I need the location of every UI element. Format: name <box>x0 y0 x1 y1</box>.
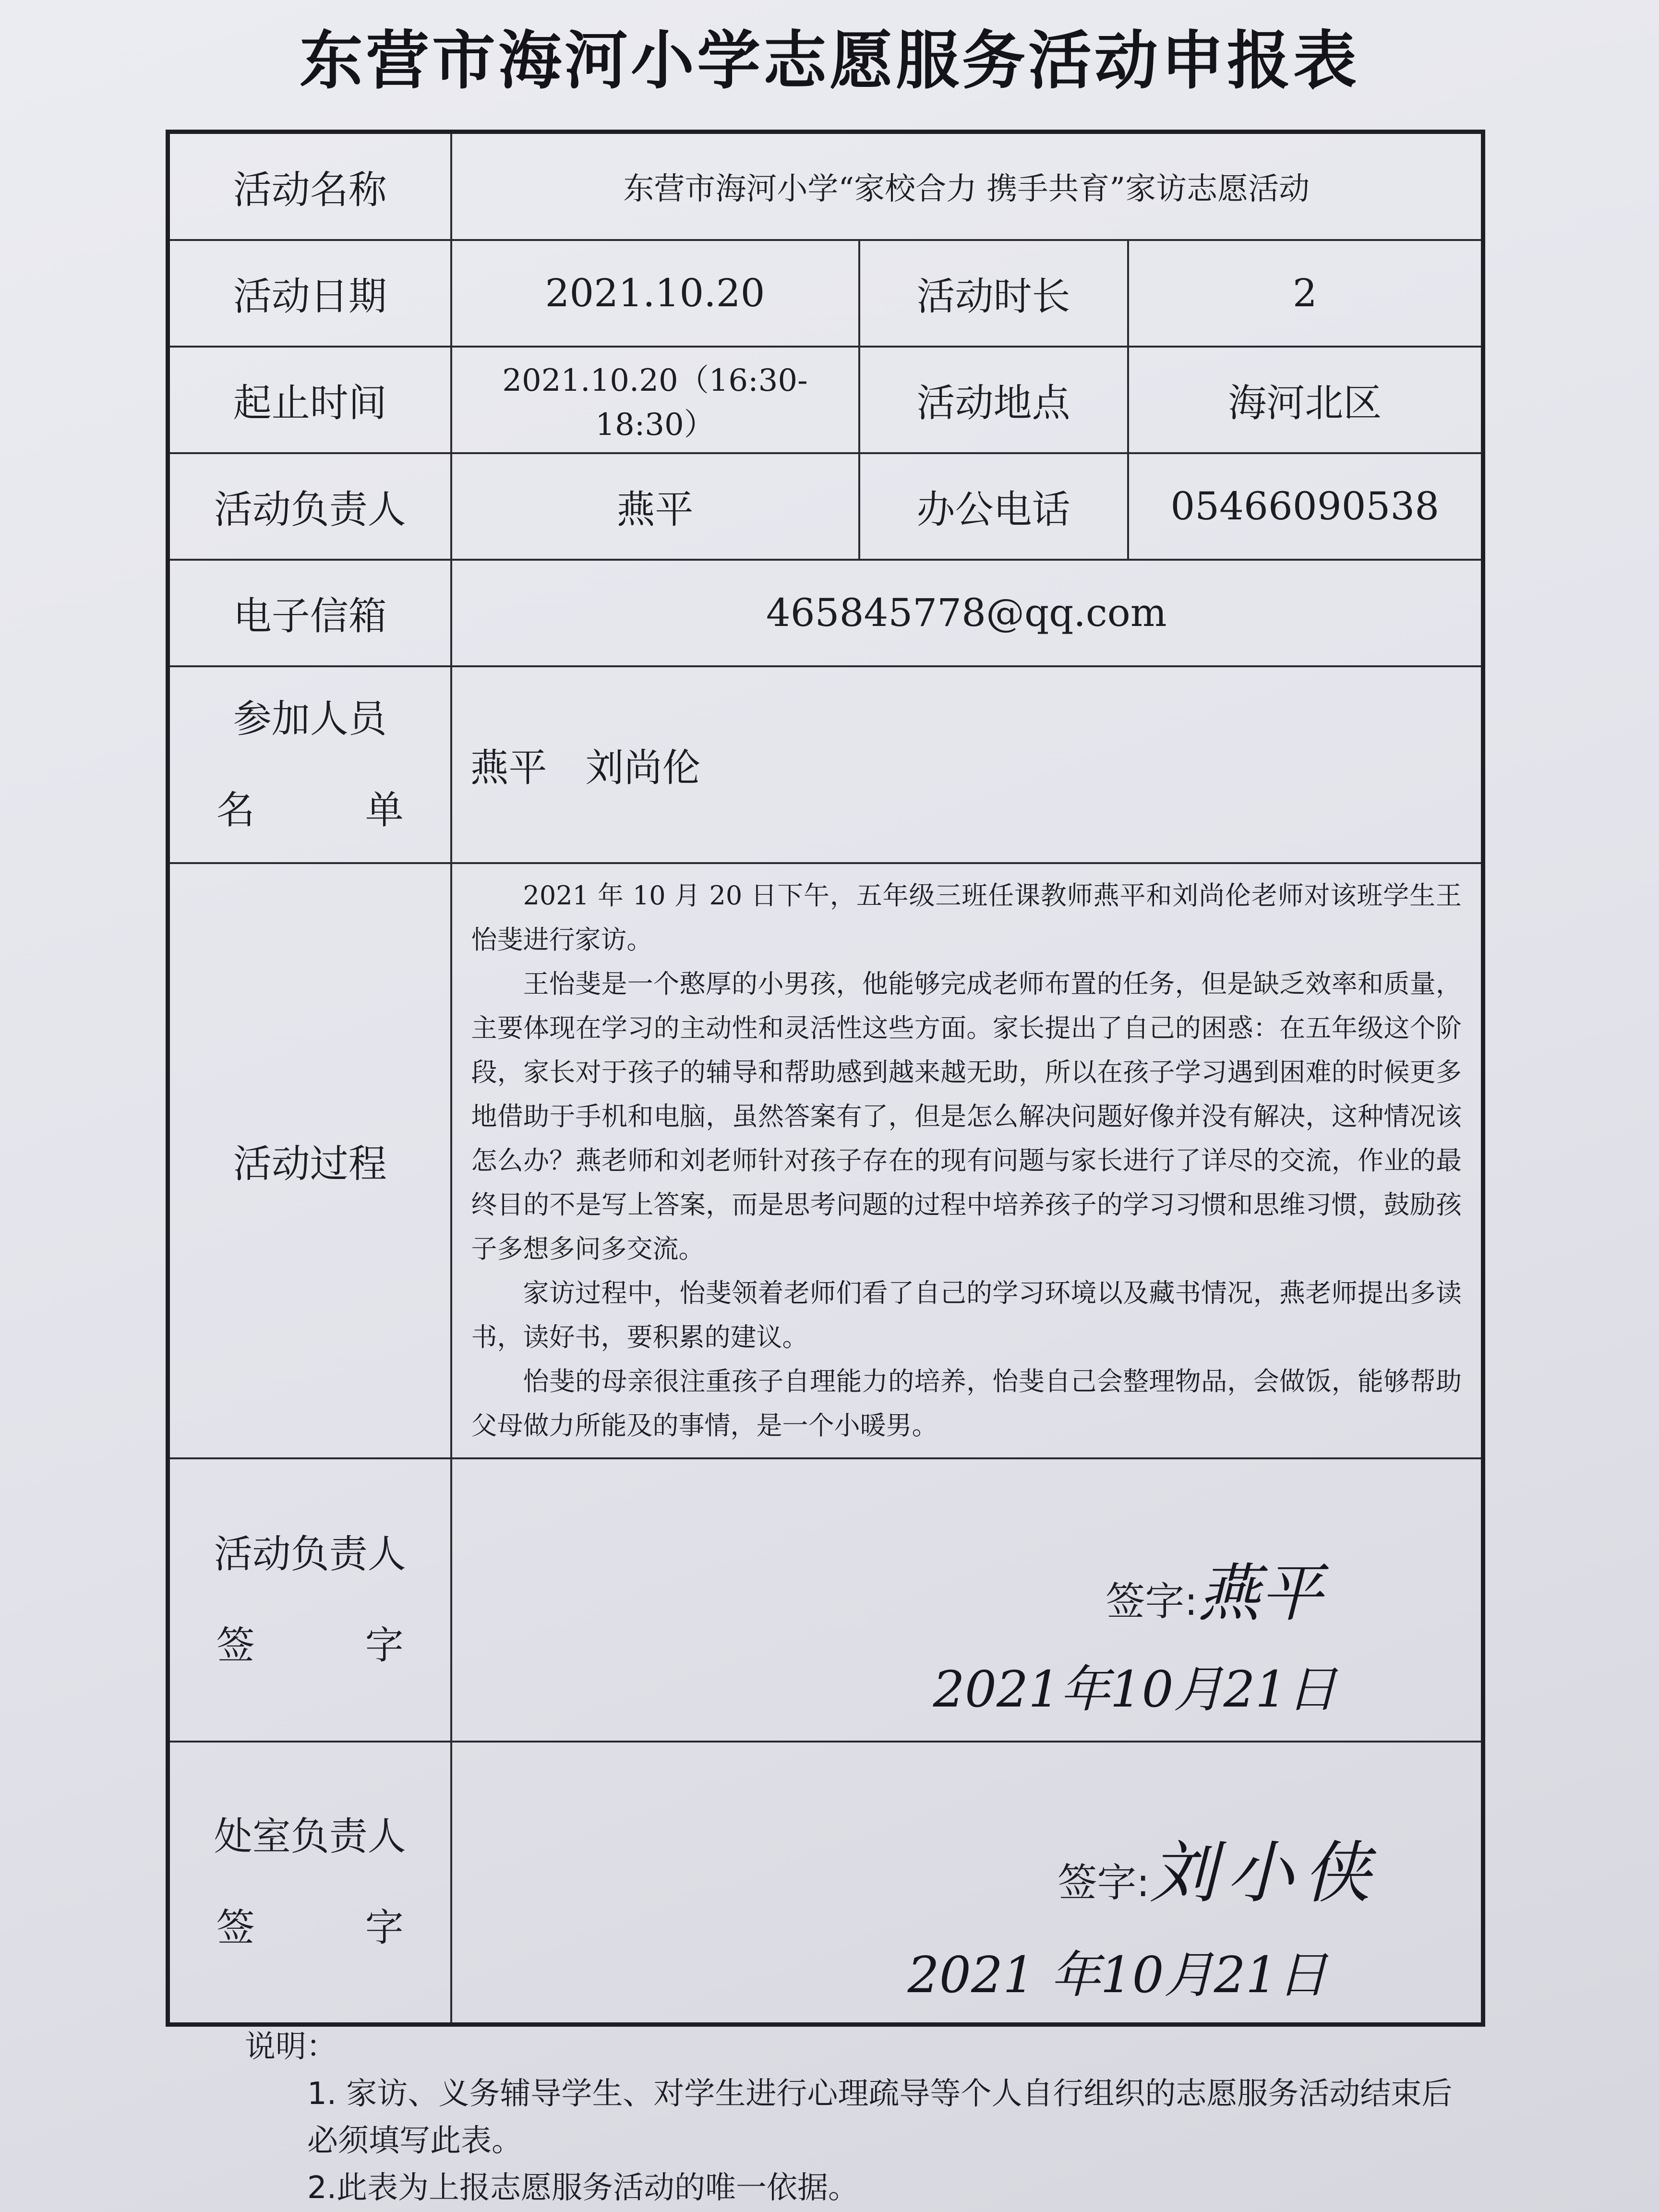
office-signature-prefix: 签字: <box>1058 1860 1150 1906</box>
value-start-end-time: 2021.10.20（16:30-18:30） <box>451 347 859 453</box>
process-paragraph: 2021 年 10 月 20 日下午，五年级三班任课教师燕平和刘尚伦老师对该班学生王怡斐进行家访。 <box>471 880 1462 955</box>
label-leader-signature-line2: 签 字 <box>216 1623 404 1668</box>
office-signature-date: 2021 年10月21日 <box>907 1945 1328 2004</box>
label-activity-date: 活动日期 <box>168 240 451 347</box>
row-date-duration <box>168 240 1483 347</box>
notes-item-2: 2.此表为上报志愿服务活动的唯一依据。 <box>307 2170 859 2206</box>
label-process: 活动过程 <box>168 863 451 1458</box>
value-person-in-charge: 燕平 <box>451 453 859 560</box>
office-handwritten-signature: 刘小侠 <box>1150 1834 1381 1912</box>
process-paragraph: 王怡斐是一个憨厚的小男孩，他能够完成老师布置的任务，但是缺乏效率和质量，主要体现在学习的主动性和灵活性这些方面。家长提出了自己的困惑：在五年级这个阶段，家长对于孩子的辅导和帮助感到越来越无助，所以在孩子学习遇到困难的时候更多地借助于手机和电脑，虽然答案有了，但是怎么解决问题好像并没有解决，这种情况该怎么办？燕老师和刘老师针对孩子存在的现有问题与家长进行了详尽的交流，作业的最终目的不是写上答案，而是思考问题的过程中培养孩子的学习习惯和思维习惯，鼓励孩子多想多问多交流。 <box>471 968 1462 1264</box>
form-title: 东营市海河小学志愿服务活动申报表 <box>300 24 1359 98</box>
label-participants-line2: 名 单 <box>216 787 404 832</box>
office-signature-area <box>451 1742 1483 2025</box>
row-office-signature <box>168 1742 1483 2025</box>
process-paragraph: 怡斐的母亲很注重孩子自理能力的培养，怡斐自己会整理物品，会做饭，能够帮助父母做力所能及的事情，是一个小暖男。 <box>471 1366 1462 1441</box>
notes-section <box>245 2023 1474 2212</box>
row-activity-name <box>168 132 1483 240</box>
label-email: 电子信箱 <box>168 560 451 666</box>
label-participants <box>168 666 451 863</box>
value-activity-date: 2021.10.20 <box>451 240 859 347</box>
row-person-phone <box>168 453 1483 560</box>
label-office-signature <box>168 1742 451 2025</box>
label-office-phone: 办公电话 <box>859 453 1128 560</box>
row-email <box>168 560 1483 666</box>
label-participants-line1: 参加人员 <box>233 696 387 741</box>
row-leader-signature <box>168 1458 1483 1742</box>
label-office-signature-line1: 处室负责人 <box>214 1814 406 1859</box>
label-activity-duration: 活动时长 <box>859 240 1128 347</box>
application-form-table <box>166 130 1485 2027</box>
row-time-location <box>168 347 1483 453</box>
process-paragraph: 家访过程中，怡斐领着老师们看了自己的学习环境以及藏书情况，燕老师提出多读书，读好书，要积累的建议。 <box>471 1277 1462 1352</box>
label-leader-signature-line1: 活动负责人 <box>214 1531 406 1576</box>
value-activity-name: 东营市海河小学“家校合力 携手共育”家访志愿活动 <box>451 132 1483 240</box>
leader-signature-area <box>451 1458 1483 1742</box>
label-activity-name: 活动名称 <box>168 132 451 240</box>
value-participants: 燕平 刘尚伦 <box>451 666 1483 863</box>
label-person-in-charge: 活动负责人 <box>168 453 451 560</box>
row-participants <box>168 666 1483 863</box>
notes-item-1: 1. 家访、义务辅导学生、对学生进行心理疏导等个人自行组织的志愿服务活动结束后必须填写此表。 <box>307 2076 1453 2159</box>
leader-signature-line <box>1106 1543 1322 1633</box>
row-process <box>168 863 1483 1458</box>
value-office-phone: 05466090538 <box>1128 453 1483 560</box>
value-activity-location: 海河北区 <box>1128 347 1483 453</box>
label-leader-signature <box>168 1458 451 1742</box>
leader-signature-date: 2021年10月21日 <box>933 1659 1337 1719</box>
office-signature-line <box>1058 1819 1380 1916</box>
leader-signature-prefix: 签字: <box>1106 1578 1198 1624</box>
label-office-signature-line2: 签 字 <box>216 1905 404 1950</box>
value-process <box>451 863 1483 1458</box>
notes-heading: 说明： <box>245 2029 337 2065</box>
leader-handwritten-signature: 燕平 <box>1198 1556 1323 1630</box>
label-start-end-time: 起止时间 <box>168 347 451 453</box>
value-activity-duration: 2 <box>1128 240 1483 347</box>
label-activity-location: 活动地点 <box>859 347 1128 453</box>
value-email: 465845778@qq.com <box>451 560 1483 666</box>
